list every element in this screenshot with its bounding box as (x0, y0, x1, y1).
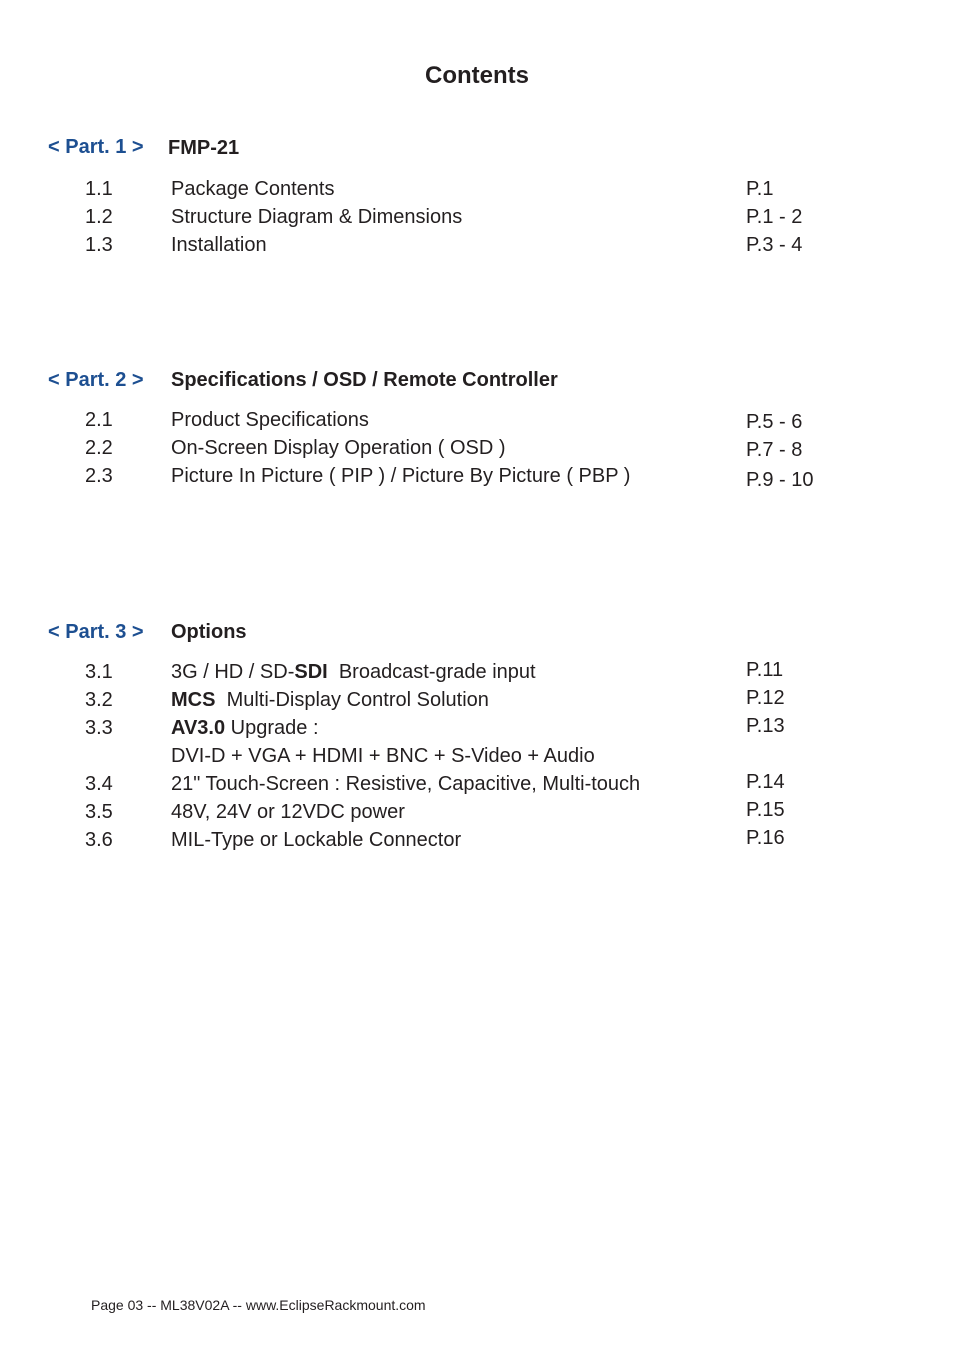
toc-item-title-text: Upgrade : (225, 717, 319, 739)
toc-item-title: Product Specifications (171, 409, 369, 431)
toc-item-title: Installation (171, 234, 267, 256)
toc-item-page: P.1 - 2 (746, 206, 803, 228)
toc-item-title: Package Contents (171, 178, 335, 200)
toc-item-title-emphasis: SDI (294, 661, 328, 683)
page-title: Contents (425, 62, 529, 89)
toc-item-page: P.14 (746, 771, 785, 793)
toc-item-number: 3.1 (85, 661, 113, 683)
toc-item-number: 2.2 (85, 437, 113, 459)
toc-item-title: 21" Touch-Screen : Resistive, Capacitive, Multi-touch (171, 773, 641, 795)
toc-item-number: 2.1 (85, 409, 113, 431)
toc-item-title (171, 689, 489, 712)
toc-item-title-continuation: DVI-D + VGA + HDMI + BNC + S-Video + Audio (171, 745, 595, 767)
toc-item-title (171, 717, 319, 740)
part-2-heading: Specifications / OSD / Remote Controller (171, 369, 558, 391)
toc-item-number: 1.2 (85, 206, 113, 228)
toc-item-title: Picture In Picture ( PIP ) / Picture By Picture ( PBP ) (171, 465, 631, 487)
part-1-label: < Part. 1 > (48, 136, 144, 158)
toc-item-page: P.16 (746, 827, 785, 849)
toc-item-page: P.9 - 10 (746, 469, 814, 491)
toc-item-page: P.7 - 8 (746, 439, 803, 461)
toc-item-title: 48V, 24V or 12VDC power (171, 801, 405, 823)
toc-item-page: P.15 (746, 799, 785, 821)
part-2-label: < Part. 2 > (48, 369, 144, 391)
toc-item-title-text: 3G / HD / SD- (171, 661, 295, 683)
toc-item-title-emphasis: AV3.0 (171, 717, 226, 739)
toc-item-number: 1.3 (85, 234, 113, 256)
toc-item-page: P.5 - 6 (746, 411, 803, 433)
toc-item-title: On-Screen Display Operation ( OSD ) (171, 437, 506, 459)
toc-item-title: Structure Diagram & Dimensions (171, 206, 463, 228)
toc-item-page: P.12 (746, 687, 785, 709)
part-3-heading: Options (171, 621, 247, 643)
toc-item-title: MIL-Type or Lockable Connector (171, 829, 462, 851)
part-3-label: < Part. 3 > (48, 621, 144, 643)
toc-item-number: 2.3 (85, 465, 113, 487)
part-1-heading: FMP-21 (168, 137, 240, 159)
toc-item-number: 3.4 (85, 773, 113, 795)
toc-item-title-text: Broadcast-grade input (327, 661, 536, 683)
toc-item-page: P.13 (746, 715, 785, 737)
toc-item-title-emphasis: MCS (171, 689, 216, 711)
toc-item-number: 3.5 (85, 801, 113, 823)
toc-item-title-text: Multi-Display Control Solution (215, 689, 489, 711)
toc-item-page: P.1 (746, 178, 774, 200)
toc-item-page: P.11 (746, 659, 784, 681)
toc-item-number: 1.1 (85, 178, 113, 200)
toc-item-number: 3.3 (85, 717, 113, 739)
toc-item-number: 3.2 (85, 689, 113, 711)
toc-item-title (171, 661, 536, 684)
toc-item-number: 3.6 (85, 829, 113, 851)
toc-item-page: P.3 - 4 (746, 234, 803, 256)
page-footer: Page 03 -- ML38V02A -- www.EclipseRackmount.com (91, 1297, 426, 1313)
